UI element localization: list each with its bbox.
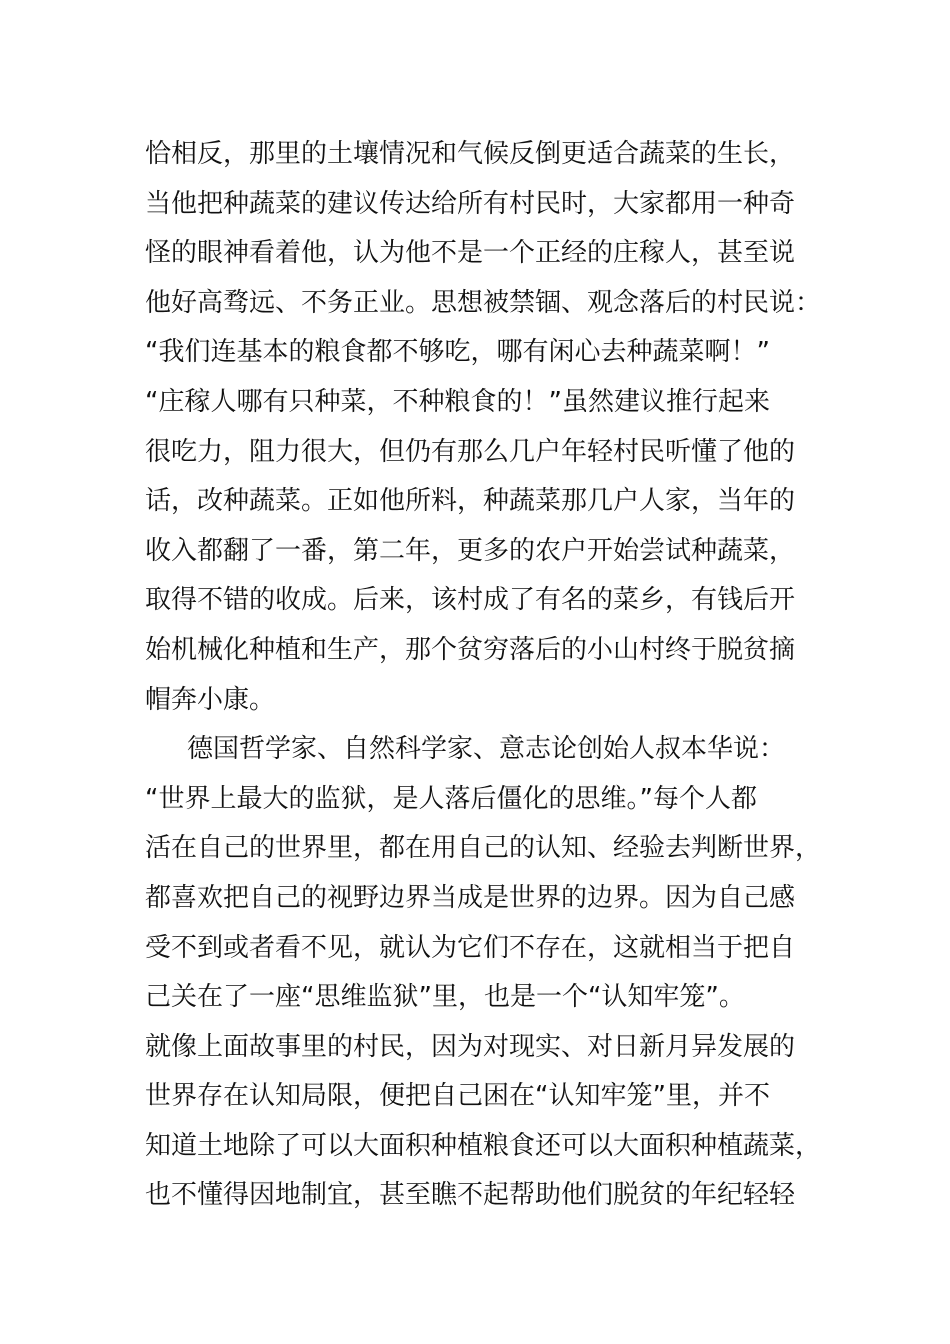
text-line: 知道土地除了可以大面积种植粮食还可以大面积种植蔬菜，: [145, 1130, 822, 1161]
text-line: 他好高骛远、不务正业。思想被禁锢、观念落后的村民说：: [145, 287, 822, 318]
text-line: “世界上最大的监狱，是人落后僵化的思维。”每个人都: [145, 783, 757, 814]
text-line: 很吃力，阻力很大，但仍有那么几户年轻村民听懂了他的: [145, 436, 796, 467]
text-line: 话，改种蔬菜。正如他所料，种蔬菜那几户人家，当年的: [145, 486, 796, 517]
paragraph-first-line: 德国哲学家、自然科学家、意志论创始人叔本华说：: [187, 734, 786, 765]
body-text: [145, 130, 825, 1221]
text-line: 己关在了一座“思维监狱”里，也是一个“认知牢笼”。: [145, 982, 745, 1013]
text-line: 取得不错的收成。后来，该村成了有名的菜乡，有钱后开: [145, 585, 796, 616]
text-line: 收入都翻了一番，第二年，更多的农户开始尝试种蔬菜，: [145, 535, 796, 566]
text-line: 恰相反，那里的土壤情况和气候反倒更适合蔬菜的生长，: [145, 139, 796, 169]
text-line: 也不懂得因地制宜，甚至瞧不起帮助他们脱贫的年纪轻轻: [145, 1180, 796, 1211]
text-line: 世界存在认知局限，便把自己困在“认知牢笼”里，并不: [145, 1081, 770, 1112]
text-line: 怪的眼神看着他，认为他不是一个正经的庄稼人，甚至说: [145, 238, 796, 269]
text-line: 始机械化种植和生产，那个贫穷落后的小山村终于脱贫摘: [145, 634, 796, 665]
text-line: “庄稼人哪有只种菜，不种粮食的！”虽然建议推行起来: [145, 386, 770, 417]
text-line: 就像上面故事里的村民，因为对现实、对日新月异发展的: [145, 1031, 796, 1062]
text-line: 帽奔小康。: [145, 684, 276, 715]
text-line: “我们连基本的粮食都不够吃，哪有闲心去种蔬菜啊！”: [145, 337, 770, 368]
text-line: 活在自己的世界里，都在用自己的认知、经验去判断世界，: [145, 833, 822, 864]
text-line: 受不到或者看不见，就认为它们不存在，这就相当于把自: [145, 932, 796, 963]
text-line: 当他把种蔬菜的建议传达给所有村民时，大家都用一种奇: [145, 188, 796, 219]
text-line: 都喜欢把自己的视野边界当成是世界的边界。因为自己感: [145, 882, 796, 913]
